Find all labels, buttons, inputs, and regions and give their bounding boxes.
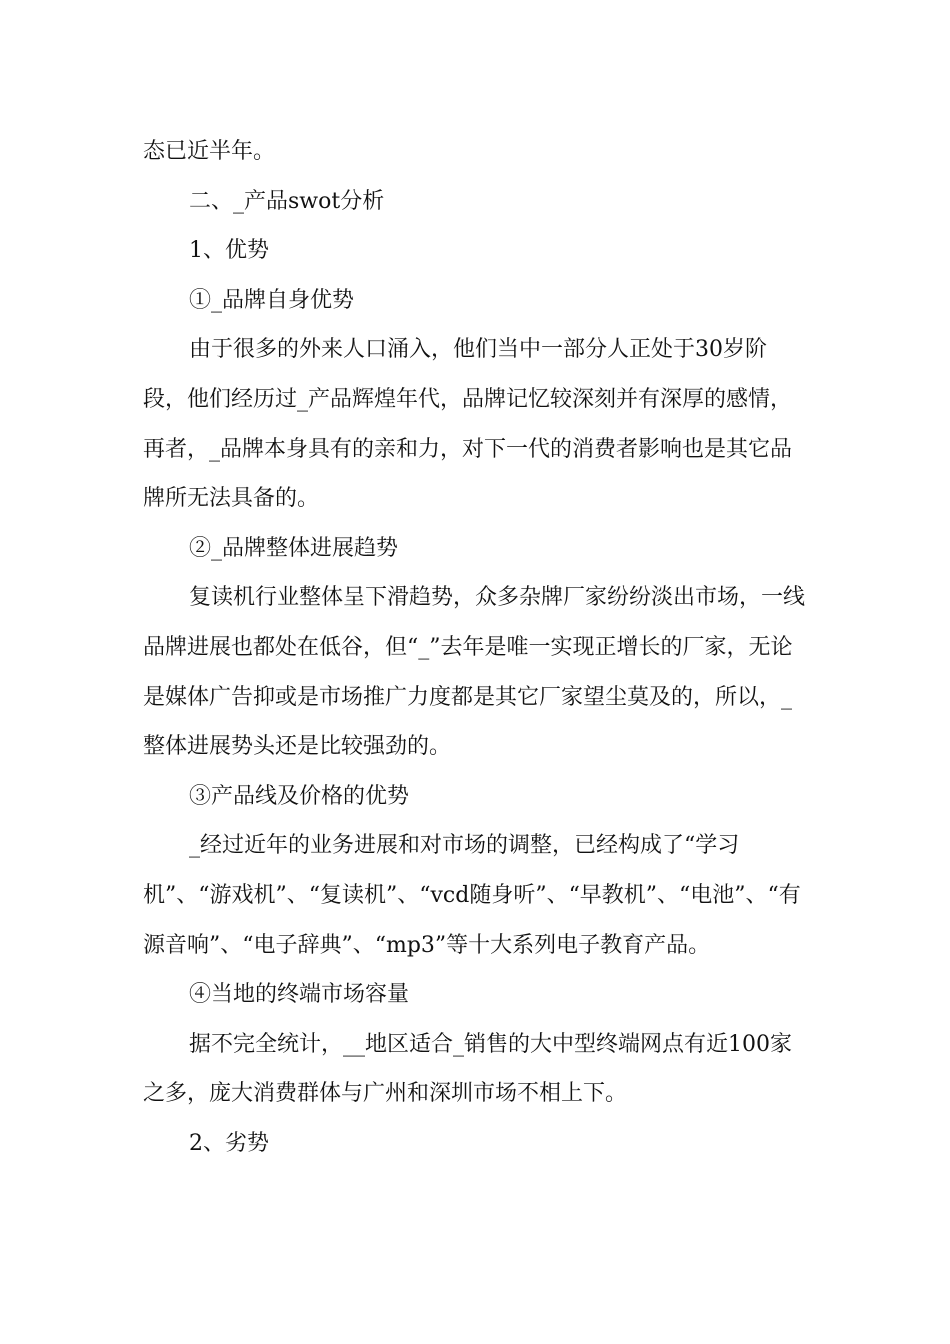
paragraph-brand-trend: 复读机行业整体呈下滑趋势，众多杂牌厂家纷纷淡出市场，一线品牌进展也都处在低谷，但“_”去年是唯一实现正增长的厂家，无论是媒体广告抑或是市场推广力度都是其它厂家望尘莫及的，所以，_整体进展势头还是比较强劲的。 bbox=[143, 585, 806, 760]
item-heading-market-capacity: ④当地的终端市场容量 bbox=[189, 982, 410, 1008]
paragraph-product-line: _经过近年的业务进展和对市场的调整，已经构成了“学习机”、“游戏机”、“复读机”、“vcd随身听”、“早教机”、“电池”、“有源音响”、“电子辞典”、“mp3”等十大系列电子教育产品。 bbox=[143, 833, 801, 958]
document-body bbox=[143, 127, 807, 1168]
item-heading-brand-advantage: ①_品牌自身优势 bbox=[189, 287, 355, 313]
subheading-strengths: 1、优势 bbox=[189, 238, 269, 264]
paragraph-market-capacity: 据不完全统计，__地区适合_销售的大中型终端网点有近100家之多，庞大消费群体与广州和深圳市场不相上下。 bbox=[143, 1031, 792, 1107]
subheading-weaknesses: 2、劣势 bbox=[189, 1130, 269, 1156]
paragraph-brand-advantage: 由于很多的外来人口涌入，他们当中一部分人正处于30岁阶段，他们经历过_产品辉煌年代，品牌记忆较深刻并有深厚的感情，再者，_品牌本身具有的亲和力，对下一代的消费者影响也是其它品牌所无法具备的。 bbox=[143, 337, 793, 512]
section-heading-swot: 二、_产品swot分析 bbox=[189, 188, 385, 214]
paragraph-continuation: 态已近半年。 bbox=[143, 139, 276, 164]
item-heading-brand-trend: ②_品牌整体进展趋势 bbox=[189, 535, 399, 561]
item-heading-product-line: ③产品线及价格的优势 bbox=[189, 783, 410, 809]
